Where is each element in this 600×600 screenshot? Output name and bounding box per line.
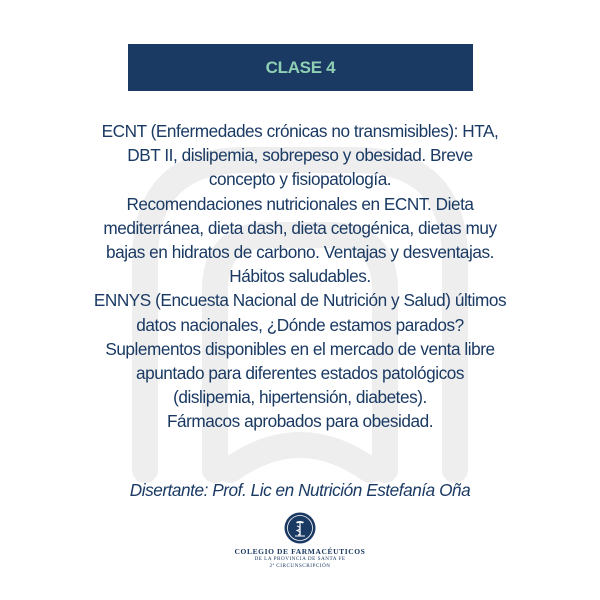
content-line: ECNT (Enfermedades crónicas no transmisibles): HTA, — [101, 121, 499, 141]
caduceus-emblem-icon — [284, 512, 316, 544]
content-line: bajas en hidratos de carbono. Ventajas y desventajas. — [106, 242, 494, 263]
content-line: Suplementos disponibles en el mercado de venta libre — [105, 338, 495, 359]
content-line: mediterránea, dieta dash, dieta cetogénica, dietas muy — [103, 217, 497, 238]
logo-province: DE LA PROVINCIA DE SANTA FE — [254, 556, 346, 562]
content-line: concepto y fisiopatología. — [208, 169, 392, 190]
content-line: datos nacionales, ¿Dónde estamos parados? — [136, 314, 464, 335]
content-line: Fármacos aprobados para obesidad. — [166, 411, 434, 432]
header-bar — [128, 44, 473, 91]
class-content — [40, 119, 560, 434]
class-title: CLASE 4 — [265, 57, 336, 77]
organization-logo — [200, 512, 400, 592]
logo-circumscription: 2ª CIRCUNSCRIPCIÓN — [269, 563, 331, 569]
logo-name: COLEGIO DE FARMACÉUTICOS — [234, 547, 366, 556]
content-line: apuntado para diferentes estados patológicos — [135, 363, 465, 384]
content-line: (dislipemia, hipertensión, diabetes). — [173, 387, 427, 408]
speaker-credit: Disertante: Prof. Lic en Nutrición Estefanía Oña — [129, 480, 471, 500]
content-line: DBT II, dislipemia, sobrepeso y obesidad. Breve — [127, 145, 473, 166]
content-line: Hábitos saludables. — [229, 266, 371, 287]
content-line: Recomendaciones nutricionales en ECNT. Dieta — [126, 193, 474, 214]
content-line: ENNYS (Encuesta Nacional de Nutrición y Salud) últimos — [93, 290, 507, 311]
